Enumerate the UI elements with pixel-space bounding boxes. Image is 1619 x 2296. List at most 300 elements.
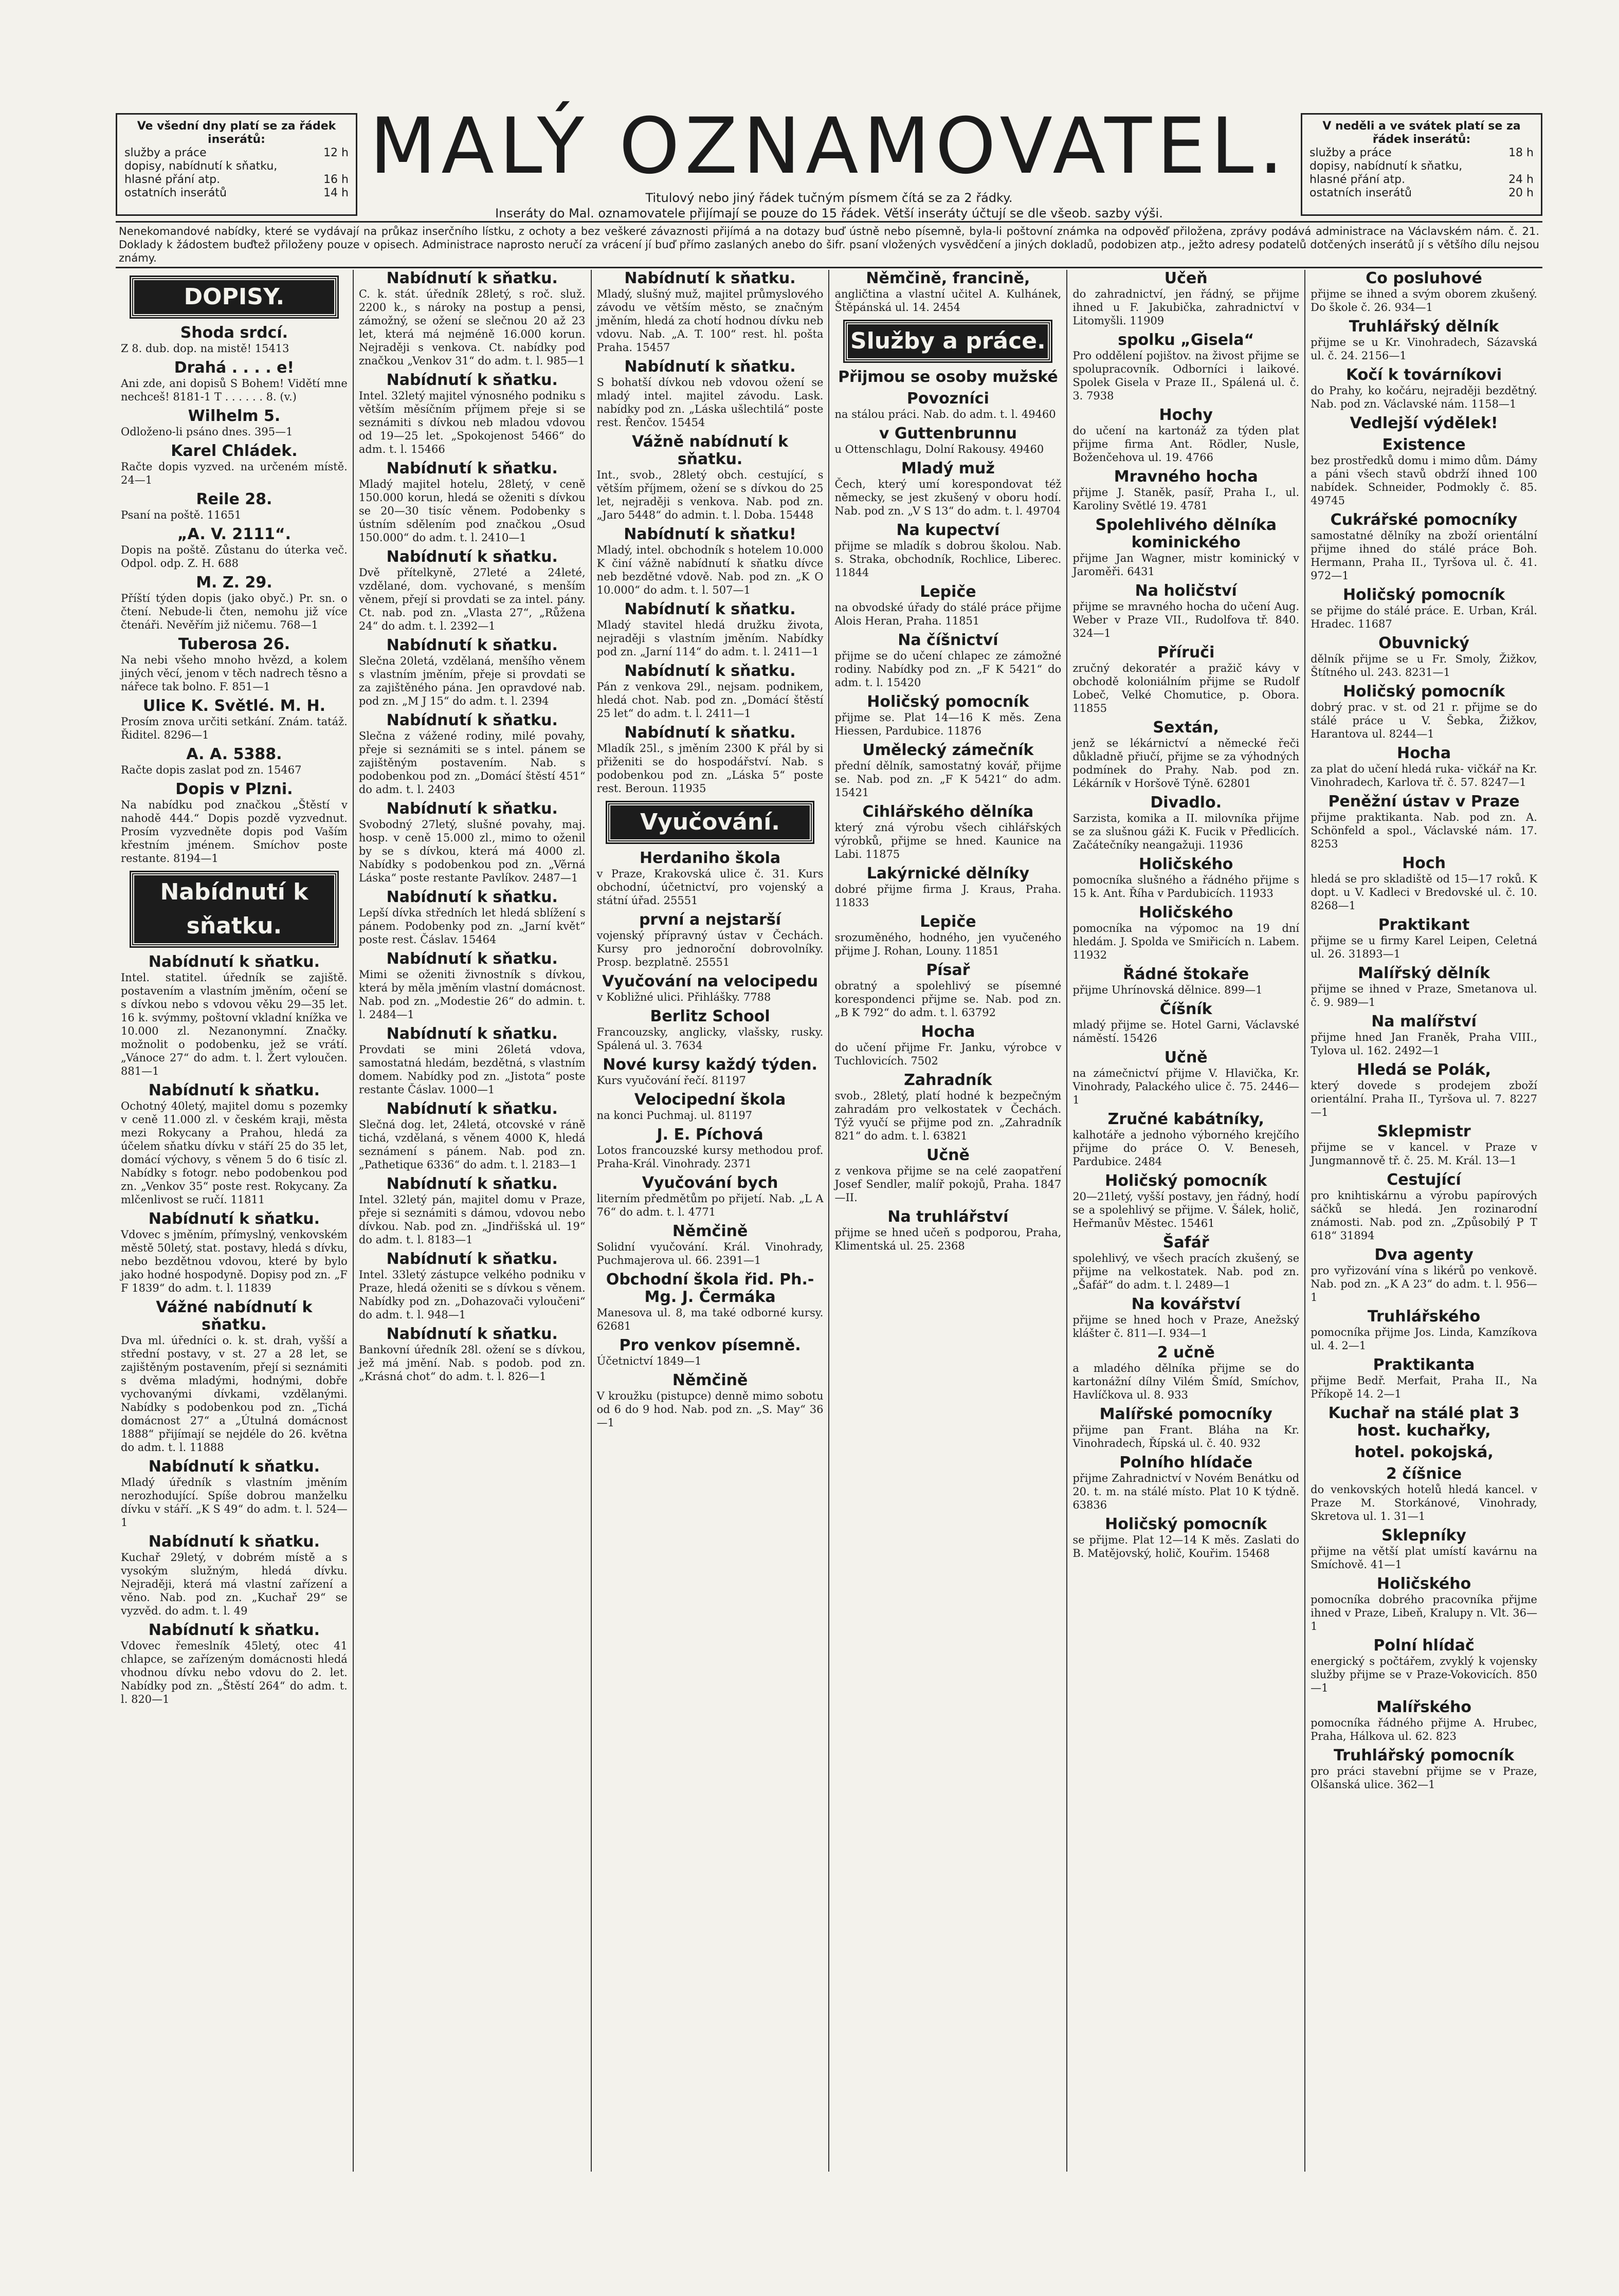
ad-text: Ani zde, ani dopisů S Bohem! Vidětí mne nechceš! 8181-1 T . . . . . . 8. (v.) bbox=[121, 377, 348, 403]
classified-ad bbox=[597, 1223, 824, 1267]
section-heading: Služby a práce. bbox=[845, 321, 1051, 361]
ad-text: Kuchař 29letý, v dobrém místě a s vysokým služným, hledá dívku. Nejraději, která má vlastní zařízení a věno. Nab. pod zn. „Kuchař 29“ se vyzvěd. do adm. t. l. 49 bbox=[121, 1551, 348, 1617]
classified-header bbox=[116, 102, 1542, 264]
ad-text: přijme Uhrínovská dělnice. 899—1 bbox=[1072, 984, 1263, 996]
rate-line bbox=[124, 187, 349, 200]
ad-text: Z 8. dub. dop. na mistě! 15413 bbox=[121, 342, 289, 355]
classified-ad bbox=[834, 369, 1061, 386]
classified-ad bbox=[597, 526, 824, 597]
ad-heading: Drahá . . . . e! bbox=[174, 359, 295, 377]
ad-text: který dovede s prodejem zboží orientální. Praha II., Tyršova ul. 7. 8227—1 bbox=[1311, 1079, 1537, 1118]
ad-heading: Obchodní škola řid. Ph.-Mg. J. Čermáka bbox=[606, 1271, 814, 1306]
weekday-rates-title: Ve všední dny platí se za řádek inserátů: bbox=[137, 120, 336, 146]
classified-ad bbox=[834, 742, 1061, 799]
classified-ad bbox=[1311, 1637, 1537, 1695]
column-1 bbox=[116, 270, 353, 2172]
ad-text: Račte dopis zaslat pod zn. 15467 bbox=[121, 764, 302, 776]
classified-ad bbox=[359, 637, 586, 708]
classified-ad bbox=[1072, 794, 1299, 852]
classified-ad bbox=[1072, 1234, 1299, 1292]
ad-text: přijme hned Jan Franěk, Praha VIII., Tylova ul. 162. 2492—1 bbox=[1311, 1031, 1537, 1057]
inserts-line: Inseráty do Mal. oznamovatele přijímají se pouze do 15 řádek. Větší inseráty účtují se dle všeob. sazby výši. bbox=[495, 206, 1163, 221]
classified-ad bbox=[1072, 1406, 1299, 1450]
classified-ad bbox=[1311, 436, 1537, 507]
rate-label: ostatních inserátů bbox=[1309, 187, 1412, 199]
classified-ad bbox=[359, 1326, 586, 1383]
ad-heading: Cestující bbox=[1387, 1171, 1461, 1189]
ad-text: Mladý stavitel hledá družku života, nejraději s vlastním jměním. Nabídky pod zn. „Jarní 114“ do adm. t. l. 2411—1 bbox=[596, 619, 824, 658]
classified-ad bbox=[1072, 1111, 1299, 1168]
classified-ad bbox=[597, 433, 824, 522]
ad-heading: Nabídnutí k sňatku. bbox=[148, 953, 320, 971]
rate-price: 12 h bbox=[323, 146, 349, 159]
ad-heading: Nabídnutí k sňatku. bbox=[386, 548, 558, 566]
ad-heading: Holičského bbox=[1139, 855, 1233, 873]
ad-heading: první a nejstarší bbox=[639, 911, 781, 929]
weekday-rates-box bbox=[116, 113, 357, 216]
ad-text: který zná výrobu všech cihlářských výrobků, přijme se hned. Kaunice na Labi. 11875 bbox=[834, 821, 1062, 860]
classified-ad bbox=[121, 1533, 348, 1618]
classified-ad bbox=[597, 601, 824, 658]
classified-ad bbox=[121, 574, 348, 632]
ad-heading: Němčině, francině, bbox=[866, 270, 1030, 287]
ad-text: Bankovní úředník 28l. ožení se s dívkou, jež má jmění. Nab. s podob. pod zn. „Krásná chot“ do adm. t. l. 826—1 bbox=[358, 1344, 586, 1383]
ad-text: zručný dekoratér a pražič kávy v obchodě koloniálním přijme se Rudolf Lobeč, Velké Chomutice, p. Obora. 11855 bbox=[1072, 662, 1300, 714]
ad-heading: Mladý muž bbox=[901, 460, 995, 477]
ad-heading: Divadlo. bbox=[1150, 794, 1222, 812]
holiday-rates-box bbox=[1301, 113, 1542, 216]
classified-ad bbox=[834, 1023, 1061, 1068]
classified-ad bbox=[597, 1056, 824, 1087]
ad-text: V kroužku (pistupce) denně mimo sobotu od 6 do 9 hod. Nab. pod zn. „S. May“ 36—1 bbox=[596, 1390, 824, 1429]
ad-text: Mladý, slušný muž, majitel průmyslového závodu ve větším město, se značným jměním, hledá za chotí hodnou dívku neb vdovu. Nab. „A. T. 100“ rest. hl. pošta Praha. 15457 bbox=[596, 288, 824, 354]
ad-heading: Nabídnutí k sňatku. bbox=[386, 1325, 558, 1343]
ad-heading: Peněžní ústav v Praze bbox=[1328, 793, 1520, 811]
rate-label: hlasné přání atp. bbox=[1309, 173, 1406, 186]
ad-heading: Na holičství bbox=[1135, 582, 1237, 600]
classified-ad bbox=[1072, 856, 1299, 900]
ad-text: S bohatší dívkou neb vdovou ožení se mladý intel. majitel závodu. Lask. nabídky pod zn. „Láska ušlechtilá“ poste rest. Řenčov. 15454 bbox=[596, 376, 824, 429]
ad-text: přijme pan Frant. Bláha na Kr. Vinohradech, Řípská ul. č. 40. 932 bbox=[1072, 1424, 1300, 1449]
classified-ad bbox=[834, 1147, 1061, 1204]
ad-text: přijme se do učení chlapec ze zámožné rodiny. Nabídky pod zn. „F K 5421“ do adm. t. l. 15420 bbox=[834, 650, 1062, 689]
ad-heading: Nabídnutí k sňatku. bbox=[148, 1621, 320, 1639]
ad-text: dobrý prac. v st. od 21 r. přijme se do stálé práce u V. Šebka, Žižkov, Harantova ul. 8244—1 bbox=[1311, 701, 1537, 740]
column-3 bbox=[591, 270, 829, 2172]
ad-text: přijme se mladík s dobrou školou. Nab. s. Straka, obchodník, Rochlice, Liberec. 11844 bbox=[834, 540, 1062, 579]
classified-ad bbox=[597, 1372, 824, 1429]
ad-text: Slečná dog. let, 24letá, otcovské v ráně tichá, vzdělaná, s věnem 4000 K, hledá seznámení s pánem. Nab. pod zn. „Pathetique 6336“ do adm. t. l. 2183—1 bbox=[358, 1118, 586, 1171]
classified-ad bbox=[834, 390, 1061, 421]
classified-ad bbox=[121, 636, 348, 693]
classified-ad bbox=[1311, 1246, 1537, 1304]
ad-heading: Obuvnický bbox=[1378, 634, 1469, 652]
ad-heading: Lakýrnické dělníky bbox=[866, 865, 1030, 883]
ad-heading: Polního hlídače bbox=[1119, 1454, 1253, 1472]
classified-ad bbox=[834, 460, 1061, 518]
ad-text: Račte dopis vyzved. na určeném místě. 24—1 bbox=[121, 461, 348, 486]
classified-ad bbox=[359, 1251, 586, 1321]
ad-text: přijme Jan Wagner, mistr kominický v Jaroměři. 6431 bbox=[1072, 552, 1300, 578]
classified-ad bbox=[597, 663, 824, 720]
ad-heading: Nabídnutí k sňatku. bbox=[624, 600, 796, 618]
rate-price: 20 h bbox=[1508, 187, 1534, 199]
ad-text: přijme na větší plat umístí kavárnu na Smíchově. 41—1 bbox=[1311, 1545, 1537, 1571]
ad-heading: Zahradník bbox=[904, 1071, 992, 1089]
ad-heading: Holičský pomocník bbox=[1342, 586, 1505, 604]
classified-ad bbox=[1311, 511, 1537, 582]
ad-heading: Vedlejší výdělek! bbox=[1350, 414, 1498, 432]
ad-text: přijme Zahradnictví v Novém Benátku od 20. t. m. na stálé místo. Plat 10 K týdně. 63836 bbox=[1072, 1472, 1300, 1511]
rate-line bbox=[1309, 146, 1534, 160]
ad-text: pomocníka řádného přijme A. Hrubec, Praha, Hálkova ul. 62. 823 bbox=[1311, 1717, 1537, 1742]
classified-ad bbox=[1311, 366, 1537, 411]
ad-text: přijme praktikanta. Nab. pod zn. A. Schönfeld a spol., Václavské nám. 17. 8253 bbox=[1311, 811, 1537, 850]
classified-ad bbox=[359, 1025, 586, 1096]
ad-heading: Němčině bbox=[672, 1371, 748, 1389]
ad-text: dělník přijme se u Fr. Smoly, Žižkov, Štítného ul. 243. 8231—1 bbox=[1311, 653, 1537, 678]
classified-ad bbox=[1311, 1171, 1537, 1242]
column-4 bbox=[828, 270, 1066, 2172]
ad-heading: Písař bbox=[926, 961, 970, 979]
ad-text: a mladého dělníka přijme se do kartonážní dílny Vilém Šmíd, Smíchov, Havlíčkova ul. 8. 933 bbox=[1072, 1362, 1300, 1401]
ad-text: Kurs vyučování řečí. 81197 bbox=[596, 1074, 746, 1087]
classified-ad bbox=[121, 1299, 348, 1454]
ad-text: Int., svob., 28letý obch. cestující, s větším příjmem, ožení se s dívkou do 25 let, nejraději s venkova. Nab. pod zn. „Jaro 5448“ do admin. t. l. Doba. 15448 bbox=[596, 469, 824, 521]
ad-text: Psaní na poště. 11651 bbox=[121, 509, 242, 521]
classified-ad bbox=[834, 803, 1061, 861]
classified-ad bbox=[1311, 1013, 1537, 1057]
ad-heading: Vážně nabídnutí k sňatku. bbox=[632, 433, 789, 468]
ad-heading: Nabídnutí k sňatku. bbox=[386, 1250, 558, 1268]
ad-heading: Malířský dělník bbox=[1358, 964, 1490, 982]
classified-ad bbox=[1311, 1575, 1537, 1633]
rate-line bbox=[1309, 160, 1534, 173]
classified-ad bbox=[597, 1126, 824, 1170]
classified-ad bbox=[1311, 1444, 1537, 1461]
classified-ad bbox=[834, 522, 1061, 579]
ad-heading: Nové kursy každý týden. bbox=[603, 1056, 817, 1074]
ad-text: Pro oddělení pojištov. na živost přijme se spolupracovník. Odborníci i laikové. Spolek Gisela v Praze II., Spálená ul. č. 3. 7938 bbox=[1072, 350, 1300, 402]
column-5 bbox=[1066, 270, 1304, 2172]
classified-ad bbox=[121, 697, 348, 742]
ad-text: v Kobližné ulici. Přihlášky. 7788 bbox=[596, 991, 771, 1003]
rate-line bbox=[124, 173, 349, 187]
ad-heading: Nabídnutí k sňatku. bbox=[386, 636, 558, 654]
ad-text: energický s počtářem, zvyklý k vojensky služby přijme se v Praze-Vokovicích. 850—1 bbox=[1311, 1655, 1537, 1694]
ad-text: se přijme do stálé práce. E. Urban, Král. Hradec. 11687 bbox=[1311, 604, 1537, 630]
classified-ad bbox=[834, 1208, 1061, 1253]
classified-ad bbox=[1311, 586, 1537, 631]
classified-ad bbox=[1311, 1527, 1537, 1571]
rate-label: ostatních inserátů bbox=[124, 187, 227, 199]
ad-text: pro vyřizování vína s likérů po venkově. Nab. pod zn. „K A 23“ do adm. t. l. 956—1 bbox=[1311, 1264, 1537, 1303]
admin-notice: Nenekomandové nabídky, které se vydávají na průkaz inserčního lístku, z ochoty a bez veškeré závaznosti přijímá a na dotazy buď ústně nebo písemně, byla-li poštovní známka na odpověď přiložena, zprávy podává administrace na Václavském nám. č. 21. Doklady k žádostem buďtež přiloženy pouze v opisech. Administrace naprosto neručí za vrácení jí buď přímo zaslaných anebo do šifr. psaní vložených vysvědčení a jiných dokladů, podobizen atp., ježto adresy podatelů dotčených inserátů jí s většího dílu nejsou známy. bbox=[116, 221, 1542, 268]
ad-heading: Učně bbox=[926, 1146, 970, 1164]
classified-ad bbox=[1311, 415, 1537, 432]
ad-text: za plat do učení hledá ruka- vičkář na Kr. Vinohradech, Karlova tř. č. 57. 8247—1 bbox=[1311, 763, 1537, 788]
classified-ad bbox=[1072, 904, 1299, 962]
rate-price: 16 h bbox=[323, 173, 349, 186]
ad-heading: 2 číšnice bbox=[1386, 1465, 1462, 1483]
ad-heading: Cukrářské pomocníky bbox=[1330, 511, 1518, 529]
classified-ad bbox=[359, 1175, 586, 1246]
ad-text: pro práci stavební přijme se v Praze, Olšanská ulice. 362—1 bbox=[1311, 1765, 1537, 1791]
ad-heading: Zručné kabátníky, bbox=[1107, 1110, 1264, 1128]
ad-heading: Číšník bbox=[1159, 1000, 1212, 1018]
classified-ad bbox=[121, 408, 348, 438]
ad-text: Intel. 32letý majitel výnosného podniku s větším měsíčním příjmem přeje si se seznámiti s dívkou neb mladou vdovou od 19—25 let. „Spokojenost 5466“ do adm. t. l. 15466 bbox=[358, 390, 586, 455]
classified-ad bbox=[121, 443, 348, 487]
classified-ad bbox=[834, 425, 1061, 456]
classified-ad bbox=[834, 1072, 1061, 1143]
ad-text: Mladý, intel. obchodník s hotelem 10.000 K činí vážně nabídnutí k sňatku dívce neb bezdětné vdově. Nab. pod zn. „K O 10.000“ do adm. t. l. 507—1 bbox=[596, 544, 824, 596]
classified-ad bbox=[1311, 916, 1537, 961]
ad-heading: Kuchař na stálé plat 3 host. kuchařky, bbox=[1328, 1404, 1520, 1440]
subtitle: Titulový nebo jiný řádek tučným písmem čítá se za 2 řádky. bbox=[645, 191, 1013, 205]
classified-ad bbox=[359, 460, 586, 544]
ad-text: Dvě přítelkyně, 27leté a 24leté, vzdělané, dom. vychované, s menším věnem, přejí si provdati se za intel. pány. Ct. nab. pod zn. „Vlasta 27“, „Růžena 24“ do adm. t. l. 2392—1 bbox=[358, 566, 586, 632]
classified-ad bbox=[1072, 1296, 1299, 1340]
ad-heading: Nabídnutí k sňatku. bbox=[386, 950, 558, 968]
ad-text: Slečna z vážené rodiny, milé povahy, přeje si seznámiti se s intel. pánem se zajištěným postavením. Nab. s podobenkou pod zn. „Domácí štěstí 451“ do adm. t. l. 2403 bbox=[358, 730, 586, 796]
ad-heading: Ulice K. Světlé. M. H. bbox=[142, 697, 325, 715]
ad-text: se přijme. Plat 12—14 K měs. Zaslati do B. Matějovský, holič, Kouřim. 15468 bbox=[1072, 1534, 1300, 1559]
ad-heading: Nabídnutí k sňatku. bbox=[148, 1210, 320, 1228]
ad-text: Odloženo-li psáno dnes. 395—1 bbox=[121, 426, 293, 438]
classified-ad bbox=[1311, 270, 1537, 314]
ad-text: Vdovec řemeslník 45letý, otec 41 chlapce, se zařízeným domácnosti hledá vhodnou dívku nebo vdovu do 2. let. Nabídky pod zn. „Štěstí 264“ do adm. t. l. 820—1 bbox=[121, 1640, 348, 1705]
ad-heading: Existence bbox=[1382, 436, 1466, 454]
ad-heading: Reile 28. bbox=[196, 490, 272, 508]
ad-heading: Na truhlářství bbox=[887, 1208, 1009, 1226]
ad-heading: Příruči bbox=[1157, 644, 1215, 662]
ad-text: přijme se ihned a svým oborem zkušený. Do škole č. 26. 934—1 bbox=[1311, 288, 1537, 314]
ad-heading: Lepiče bbox=[920, 583, 976, 601]
ad-heading: Nabídnutí k sňatku. bbox=[386, 270, 558, 287]
ad-text: Francouzsky, anglicky, vlašsky, rusky. Spálená ul. 3. 7634 bbox=[596, 1026, 824, 1052]
classified-ad bbox=[121, 359, 348, 403]
ad-heading: Nabídnutí k sňatku. bbox=[386, 1025, 558, 1043]
classified-ad bbox=[597, 973, 824, 1004]
classified-ad bbox=[597, 1174, 824, 1219]
ad-heading: v Guttenbrunnu bbox=[879, 425, 1017, 443]
section-heading: DOPISY. bbox=[131, 277, 337, 317]
ad-text: Lotos francouzské kursy methodou prof. Praha-Král. Vinohrady. 2371 bbox=[596, 1144, 824, 1170]
rate-price: 24 h bbox=[1508, 173, 1534, 186]
ad-text: přijme se ihned v Praze, Smetanova ul. č. 9. 989—1 bbox=[1311, 983, 1537, 1008]
ad-heading: Dva agenty bbox=[1374, 1246, 1474, 1264]
ad-text: Intel. 33letý zástupce velkého podniku v Praze, hledá oženiti se s dívkou s věnem. Nabídky pod zn. „Dohazovači vyloučeni“ do adm. t. l. 948—1 bbox=[358, 1269, 586, 1321]
classified-ad bbox=[121, 491, 348, 522]
classified-ad bbox=[1311, 1405, 1537, 1440]
ad-heading: Holičský pomocník bbox=[1342, 683, 1505, 701]
classified-ad bbox=[1311, 965, 1537, 1009]
classified-ad bbox=[1072, 332, 1299, 402]
classified-ad bbox=[1311, 1356, 1537, 1401]
ad-text: vojenský přípravný ústav v Čechách. Kursy pro jednoroční dobrovolníky. Prosp. bezplatně. 25551 bbox=[596, 929, 824, 968]
ad-heading: Sklepmistr bbox=[1377, 1123, 1471, 1141]
rate-label: služby a práce bbox=[1309, 146, 1392, 159]
column-6 bbox=[1304, 270, 1542, 2172]
classified-ad bbox=[359, 950, 586, 1021]
ad-text: Příští týden dopis (jako obyč.) Pr. sn. o čtení. Nebude-li čten, nemohu již více čtenáři. Nevěřím již ničemu. 768—1 bbox=[121, 592, 348, 631]
ad-text: Slečna 20letá, vzdělaná, menšího věnem s vlastním jměním, přeje si provdati se za zajištěného pána. Jen opravdové nab. pod zn. „M J 15“ do adm. t. l. 2394 bbox=[358, 655, 586, 707]
ad-heading: Mravného hocha bbox=[1114, 468, 1258, 486]
ad-text: přední dělník, samostatný kovář, přijme se. Nab. pod zn. „F K 5421“ do adm. 15421 bbox=[834, 760, 1062, 799]
classified-ad bbox=[1311, 855, 1537, 912]
classified-ad bbox=[834, 270, 1061, 314]
ad-text: svob., 28letý, platí hodné k bezpečným zahradám pro velkostatek v Čechách. Týž vyučí se přijme pod zn. „Zahradník 821“ do adm. t. l. 63821 bbox=[834, 1090, 1062, 1142]
ad-text: Prosím znova určiti setkání. Znám. tatáž. Řiditel. 8296—1 bbox=[121, 715, 348, 741]
ad-text: srozuměného, hodného, jen vyučeného přijme J. Rohan, Louny. 11851 bbox=[834, 931, 1062, 957]
ad-heading: Nabídnutí k sňatku. bbox=[624, 724, 796, 742]
ad-text: do Prahy, ko kočáru, nejraději bezdětný. Nab. pod zn. Václavské nám. 1158—1 bbox=[1311, 384, 1537, 410]
ad-text: přijme se. Plat 14—16 K měs. Zena Hiessen, Pardubice. 11876 bbox=[834, 711, 1062, 737]
classified-ad bbox=[834, 962, 1061, 1019]
ad-heading: Šafář bbox=[1162, 1234, 1209, 1252]
ad-text: Ochotný 40letý, majitel domu s pozemky v ceně 11.000 zl. v českém kraji, města mezi Rokycany a Prahou, hledá za účelem sňatku dívku v stáří 25 do 35 let, domácí výchovy, s věnem 5 do 6 tisíc zl. Nabídky s fotogr. nebo podobenkou pod zn. „Venkov 35“ poste rest. Rokycany. Za mlčenlivost se ručí. 11811 bbox=[121, 1100, 348, 1206]
ad-heading: Hledá se Polák, bbox=[1357, 1061, 1491, 1079]
ad-heading: Nabídnutí k sňatku. bbox=[386, 1100, 558, 1118]
ad-text: Dopis na poště. Zůstanu do úterka več. Odpol. odp. Z. H. 688 bbox=[121, 544, 348, 570]
ad-text: na obvodské úřady do stálé práce přijme Alois Heran, Praha. 11851 bbox=[834, 601, 1062, 627]
ad-text: samostatné dělníky na zboží orientální přijme ihned do stálé práce Boh. Hermann, Praha II., Tyršova ul. č. 41. 972—1 bbox=[1311, 529, 1537, 582]
classified-ad bbox=[1311, 1308, 1537, 1352]
ad-heading: Malířského bbox=[1376, 1698, 1471, 1716]
rate-price: 18 h bbox=[1508, 146, 1534, 159]
classified-ad bbox=[1072, 468, 1299, 512]
ad-heading: Sklepníky bbox=[1381, 1527, 1466, 1545]
ad-heading: Holičský pomocník bbox=[1105, 1172, 1267, 1190]
rate-label: dopisy, nabídnutí k sňatku, bbox=[124, 160, 278, 173]
ad-heading: Lepiče bbox=[920, 913, 976, 931]
classified-ad bbox=[1311, 1465, 1537, 1523]
classified-ad bbox=[1311, 1061, 1537, 1119]
classified-ad bbox=[834, 693, 1061, 738]
ad-heading: J. E. Píchová bbox=[657, 1126, 763, 1144]
ad-heading: Hocha bbox=[1397, 744, 1451, 762]
ad-text: pro knihtiskárnu a výrobu papírových sáčků se hledá. Jen rozinarodní známosti. Nab. pod zn. „Způsobilý P T 618“ 31894 bbox=[1311, 1189, 1537, 1242]
classified-ad bbox=[121, 324, 348, 355]
ad-heading: Povozníci bbox=[906, 390, 989, 408]
ad-text: Mladý majitel hotelu, 28letý, v ceně 150.000 korun, hledá se oženiti s dívkou se 20—30 tisíc věnem. Podobenky s ústním sdělením pod značkou „Osud 150.000“ do adm. t. l. 2410—1 bbox=[358, 478, 586, 544]
classified-ad bbox=[121, 1210, 348, 1295]
classified-ad bbox=[121, 526, 348, 570]
ad-heading: Přijmou se osoby mužské bbox=[838, 368, 1058, 386]
ad-heading: Holičský pomocník bbox=[867, 693, 1029, 711]
rate-line bbox=[1309, 187, 1534, 200]
ad-text: Lepší dívka středních let hledá sblížení s pánem. Podobenky pod zn. „Jarní květ“ poste rest. Čáslav. 15464 bbox=[358, 907, 586, 946]
ad-heading: „A. V. 2111“. bbox=[177, 525, 291, 543]
ad-heading: Malířské pomocníky bbox=[1099, 1405, 1272, 1423]
ad-heading: Nabídnutí k sňatku. bbox=[386, 711, 558, 729]
classified-ad bbox=[121, 1458, 348, 1529]
classified-ad bbox=[1072, 719, 1299, 790]
ad-text: na stálou práci. Nab. do adm. t. l. 49460 bbox=[834, 408, 1056, 420]
ad-heading: Truhlářský pomocník bbox=[1333, 1747, 1515, 1765]
ad-heading: Praktikanta bbox=[1373, 1356, 1475, 1374]
ad-text: Mimi se oženiti živnostník s dívkou, která by měla jměním vlastní domácnost. Nab. pod zn. „Modestie 26“ do admin. t. l. 2484—1 bbox=[358, 968, 586, 1021]
ad-text: 20—21letý, vyšší postavy, jen řádný, hodí se a spolehlivý se přijme. V. Šálek, holič, Heřmanův Městec. 15461 bbox=[1072, 1190, 1300, 1229]
ad-text: Sarzista, komika a II. milovníka přijme se za slušnou gáži K. Fucik v Předlicích. Začátečníky neangažuji. 11936 bbox=[1072, 812, 1300, 851]
ad-text: Dva ml. úředníci o. k. st. drah, vyšší a střední postavy, v st. 27 a 28 let, se zajištěným postavením, přejí si seznámiti s dvěma mladými, hodnými, dobře vychovanými dívkami, vzdělanými. Nabídky s podobenkou pod zn. „Tichá domácnost 27“ a „Útulná domácnost 1888“ přijímají se nejdéle do 26. května do adm. t. l. 11888 bbox=[121, 1334, 348, 1454]
ad-heading: Řádné štokaře bbox=[1123, 965, 1249, 983]
ad-text: kalhotáře a jednoho výborného krejčího přijme do práce O. V. Beneseh, Pardubice. 2484 bbox=[1072, 1129, 1300, 1168]
ad-text: Solidní vyučování. Král. Vinohrady, Puchmajerova ul. 66. 2391—1 bbox=[596, 1241, 824, 1266]
classified-ad bbox=[1311, 635, 1537, 679]
classified-ad bbox=[1072, 966, 1299, 997]
rate-label: služby a práce bbox=[124, 146, 207, 159]
classified-ad bbox=[1072, 517, 1299, 578]
classified-ad bbox=[597, 358, 824, 429]
classified-ad bbox=[834, 583, 1061, 628]
ad-text: pomocníka přijme Jos. Linda, Kamzíkova ul. 4. 2—1 bbox=[1311, 1326, 1537, 1352]
ad-heading: Vážné nabídnutí k sňatku. bbox=[156, 1298, 313, 1334]
ad-heading: Nabídnutí k sňatku. bbox=[386, 888, 558, 906]
ad-heading: Berlitz School bbox=[650, 1007, 770, 1025]
ad-text: přijme se v kancel. v Praze v Jungmannově tř. č. 25. M. Král. 13—1 bbox=[1311, 1141, 1537, 1167]
ad-heading: Pro venkov písemně. bbox=[619, 1336, 801, 1354]
ad-text: u Ottenschlagu, Dolní Rakousy. 49460 bbox=[834, 443, 1044, 455]
ad-text: z venkova přijme se na celé zaopatření Josef Sendler, malíř pokojů, Praha. 1847—II. bbox=[834, 1165, 1062, 1204]
ad-heading: Němčině bbox=[672, 1222, 748, 1240]
classified-ad bbox=[597, 724, 824, 795]
classified-ad bbox=[1311, 318, 1537, 362]
classified-ad bbox=[1072, 644, 1299, 715]
ad-text: Intel. statitel. úředník se zajiště. postavením a vlastním jměním, očení se s dívkou nebo s vdovou věku 29—35 let. 16 k. svýmmy, poštovní vkladní knížka ve 10.000 zl. Nezanonymní. Značky. možnolit o podobenku, jež se vrátí. „Vánoce 27“ do adm. t. l. Žert vyloučen. 881—1 bbox=[121, 971, 348, 1077]
classified-ad bbox=[1072, 407, 1299, 464]
ad-text: do učení na kartonáž za týden plat přijme firma Ant. Rödler, Nusle, Boženčehova ul. 19. 4766 bbox=[1072, 425, 1300, 464]
ad-text: mladý přijme se. Hotel Garni, Václavské náměstí. 15426 bbox=[1072, 1019, 1300, 1044]
classified-ad bbox=[1072, 270, 1299, 327]
ad-heading: Cihlářského dělníka bbox=[862, 803, 1034, 821]
ad-text: v Praze, Krakovská ulice č. 31. Kurs obchodní, účetnictví, pro vojenský a státní úřad. 25551 bbox=[596, 868, 824, 907]
rate-line bbox=[1309, 173, 1534, 187]
ad-text: Provdati se mini 26letá vdova, samostatná hledám, bezdětná, s vlastním domem. Nabídky pod zn. „Jistota“ poste restante Čáslav. 1000—1 bbox=[358, 1043, 586, 1096]
classified-ad bbox=[1072, 1172, 1299, 1230]
ad-text: přijme se hned hoch v Praze, Anežský klášter č. 811—I. 934—1 bbox=[1072, 1314, 1300, 1339]
classified-ad bbox=[359, 889, 586, 946]
ad-heading: Na kovářství bbox=[1131, 1295, 1241, 1313]
ad-text: angličtina a vlastní učitel A. Kulhánek, Štěpánská ul. 14. 2454 bbox=[834, 288, 1062, 314]
ad-text: přijme J. Staněk, pasíř, Praha I., ul. Karoliny Světlé 19. 4781 bbox=[1072, 486, 1300, 512]
ad-heading: Učeň bbox=[1164, 270, 1208, 287]
classified-ad bbox=[1072, 1454, 1299, 1512]
ad-text: do zahradnictví, jen řádný, se přijme ihned u F. Jakubička, zahradnictví v Litomyšli. 11909 bbox=[1072, 288, 1300, 327]
ad-text: jenž se lékárnictví a německé řeči důkladně přiučí, přijme se za výhodných podmínek do Prahy. Nab. pod zn. Lékárník v Horšově Týně. 62801 bbox=[1072, 737, 1300, 789]
ad-heading: Hoch bbox=[1402, 854, 1446, 872]
classified-ad bbox=[834, 913, 1061, 958]
classified-ad bbox=[1311, 793, 1537, 851]
ad-text: přijme se hned učeň s podporou, Praha, Klimentská ul. 25. 2368 bbox=[834, 1226, 1062, 1252]
ad-heading: Shoda srdcí. bbox=[180, 324, 288, 342]
ad-heading: Nabídnutí k sňatku! bbox=[624, 525, 796, 543]
column-2 bbox=[353, 270, 591, 2172]
classified-ad bbox=[597, 1271, 824, 1333]
ad-heading: Nabídnutí k sňatku. bbox=[148, 1081, 320, 1099]
ad-heading: Umělecký zámečník bbox=[862, 741, 1034, 759]
classified-ad bbox=[121, 953, 348, 1078]
ad-text: obratný a spolehlivý se písemné korespondenci přijme se. Nab. pod zn. „B K 792“ do adm. t. l. 63792 bbox=[834, 980, 1062, 1019]
ad-heading: Dopis v Plzni. bbox=[175, 780, 293, 798]
ad-text: přijme se u firmy Karel Leipen, Celetná ul. 26. 31893—1 bbox=[1311, 934, 1537, 960]
ad-text: Svobodný 27letý, slušné povahy, maj. hosp. v ceně 15.000 zl., mimo to oženil by se s dívkou, která má 4000 zl. Nabídky s podobenkou pod zn. „Věrná Láska“ poste restante Pavlíkov. 2487—1 bbox=[358, 818, 586, 884]
classified-ad bbox=[1072, 582, 1299, 640]
ad-text: Mladík 25l., s jměním 2300 K přál by si přiženiti se do hospodářství. Nab. s podobenkou pod zn. „Láska 5“ poste rest. Beroun. 11935 bbox=[596, 742, 824, 795]
ad-heading: Tuberosa 26. bbox=[178, 635, 290, 653]
ad-text: spolehlivý, ve všech pracích zkušený, se přijme na velkostatek. Nab. pod zn. „Šafář“ do adm. t. l. 2489—1 bbox=[1072, 1252, 1300, 1291]
